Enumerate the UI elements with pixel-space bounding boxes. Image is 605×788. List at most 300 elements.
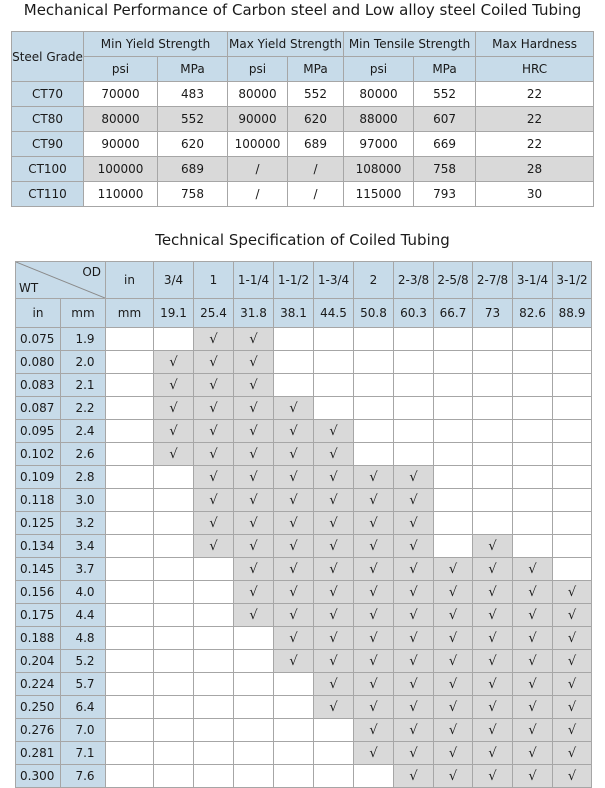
check-cell: √ bbox=[154, 351, 194, 374]
wt-mm-cell: 2.1 bbox=[61, 374, 106, 397]
empty-cell bbox=[354, 765, 394, 788]
check-cell: √ bbox=[274, 535, 314, 558]
od-inch-header: 3/4 bbox=[154, 262, 194, 299]
empty-cell bbox=[553, 420, 592, 443]
od-mm-header: 19.1 bbox=[154, 299, 194, 328]
empty-cell bbox=[106, 719, 154, 742]
check-cell: √ bbox=[473, 696, 513, 719]
check-cell: √ bbox=[553, 742, 592, 765]
check-cell: √ bbox=[234, 397, 274, 420]
empty-cell bbox=[234, 673, 274, 696]
table-row bbox=[16, 742, 592, 765]
check-cell: √ bbox=[194, 466, 234, 489]
od-inch-header: 1-3/4 bbox=[314, 262, 354, 299]
od-inch-header: 2-5/8 bbox=[434, 262, 473, 299]
check-cell: √ bbox=[473, 719, 513, 742]
empty-cell bbox=[274, 328, 314, 351]
empty-cell bbox=[194, 765, 234, 788]
check-cell: √ bbox=[394, 765, 434, 788]
table-row bbox=[16, 466, 592, 489]
od-inch-header: 1-1/4 bbox=[234, 262, 274, 299]
check-cell: √ bbox=[274, 489, 314, 512]
check-cell: √ bbox=[354, 489, 394, 512]
table-row bbox=[16, 443, 592, 466]
table-row bbox=[16, 512, 592, 535]
value-cell: 689 bbox=[158, 157, 228, 182]
empty-cell bbox=[194, 581, 234, 604]
check-cell: √ bbox=[274, 558, 314, 581]
empty-cell bbox=[106, 374, 154, 397]
wt-in-label: in bbox=[16, 299, 61, 328]
check-cell: √ bbox=[434, 673, 473, 696]
value-cell: 758 bbox=[158, 182, 228, 207]
value-cell: 793 bbox=[414, 182, 476, 207]
wt-inch-cell: 0.156 bbox=[16, 581, 61, 604]
table-row bbox=[16, 719, 592, 742]
wt-inch-cell: 0.224 bbox=[16, 673, 61, 696]
check-cell: √ bbox=[354, 512, 394, 535]
empty-cell bbox=[234, 742, 274, 765]
check-cell: √ bbox=[274, 604, 314, 627]
empty-cell bbox=[553, 558, 592, 581]
empty-cell bbox=[394, 374, 434, 397]
check-cell: √ bbox=[553, 650, 592, 673]
table-row bbox=[16, 581, 592, 604]
min-yield-header: Min Yield Strength bbox=[84, 32, 228, 57]
empty-cell bbox=[106, 558, 154, 581]
empty-cell bbox=[434, 466, 473, 489]
table-row bbox=[16, 673, 592, 696]
empty-cell bbox=[434, 420, 473, 443]
check-cell: √ bbox=[314, 466, 354, 489]
check-cell: √ bbox=[194, 443, 234, 466]
wt-inch-cell: 0.281 bbox=[16, 742, 61, 765]
check-cell: √ bbox=[394, 650, 434, 673]
wt-mm-cell: 3.4 bbox=[61, 535, 106, 558]
empty-cell bbox=[473, 397, 513, 420]
empty-cell bbox=[513, 466, 553, 489]
check-cell: √ bbox=[354, 650, 394, 673]
wt-mm-cell: 6.4 bbox=[61, 696, 106, 719]
check-cell: √ bbox=[194, 489, 234, 512]
check-cell: √ bbox=[394, 696, 434, 719]
empty-cell bbox=[106, 535, 154, 558]
steel-grade-cell: CT100 bbox=[12, 157, 84, 182]
empty-cell bbox=[274, 374, 314, 397]
check-cell: √ bbox=[513, 673, 553, 696]
check-cell: √ bbox=[434, 742, 473, 765]
min-tensile-header: Min Tensile Strength bbox=[344, 32, 476, 57]
empty-cell bbox=[106, 673, 154, 696]
wt-mm-cell: 1.9 bbox=[61, 328, 106, 351]
value-cell: 30 bbox=[476, 182, 594, 207]
empty-cell bbox=[194, 627, 234, 650]
check-cell: √ bbox=[274, 581, 314, 604]
od-mm-header: 82.6 bbox=[513, 299, 553, 328]
check-cell: √ bbox=[553, 719, 592, 742]
wt-mm-cell: 7.0 bbox=[61, 719, 106, 742]
wt-mm-cell: 2.2 bbox=[61, 397, 106, 420]
coiled-tubing-spec-table bbox=[15, 261, 592, 788]
empty-cell bbox=[553, 328, 592, 351]
wt-label: WT bbox=[19, 281, 39, 295]
table-row bbox=[16, 489, 592, 512]
value-cell: 70000 bbox=[84, 82, 158, 107]
empty-cell bbox=[434, 443, 473, 466]
check-cell: √ bbox=[394, 604, 434, 627]
od-inch-header: 2-7/8 bbox=[473, 262, 513, 299]
check-cell: √ bbox=[553, 673, 592, 696]
empty-cell bbox=[274, 765, 314, 788]
empty-cell bbox=[154, 650, 194, 673]
check-cell: √ bbox=[513, 604, 553, 627]
check-cell: √ bbox=[274, 397, 314, 420]
empty-cell bbox=[513, 512, 553, 535]
check-cell: √ bbox=[434, 627, 473, 650]
check-cell: √ bbox=[154, 397, 194, 420]
wt-mm-cell: 2.6 bbox=[61, 443, 106, 466]
check-cell: √ bbox=[314, 604, 354, 627]
check-cell: √ bbox=[434, 650, 473, 673]
check-cell: √ bbox=[473, 742, 513, 765]
empty-cell bbox=[106, 742, 154, 765]
empty-cell bbox=[434, 328, 473, 351]
empty-cell bbox=[473, 466, 513, 489]
empty-cell bbox=[106, 581, 154, 604]
empty-cell bbox=[314, 719, 354, 742]
check-cell: √ bbox=[274, 512, 314, 535]
wt-inch-cell: 0.095 bbox=[16, 420, 61, 443]
od-inch-header: 2-3/8 bbox=[394, 262, 434, 299]
check-cell: √ bbox=[314, 535, 354, 558]
value-cell: 552 bbox=[158, 107, 228, 132]
check-cell: √ bbox=[354, 466, 394, 489]
od-inch-header: 3-1/4 bbox=[513, 262, 553, 299]
od-in-label: in bbox=[106, 262, 154, 299]
empty-cell bbox=[354, 374, 394, 397]
check-cell: √ bbox=[434, 581, 473, 604]
check-cell: √ bbox=[394, 742, 434, 765]
check-cell: √ bbox=[513, 558, 553, 581]
empty-cell bbox=[394, 443, 434, 466]
value-cell: 28 bbox=[476, 157, 594, 182]
empty-cell bbox=[354, 397, 394, 420]
empty-cell bbox=[154, 581, 194, 604]
check-cell: √ bbox=[314, 581, 354, 604]
table-row bbox=[16, 420, 592, 443]
wt-inch-cell: 0.102 bbox=[16, 443, 61, 466]
wt-mm-cell: 4.4 bbox=[61, 604, 106, 627]
empty-cell bbox=[434, 351, 473, 374]
value-cell: / bbox=[228, 157, 288, 182]
check-cell: √ bbox=[553, 696, 592, 719]
empty-cell bbox=[553, 397, 592, 420]
steel-grade-cell: CT110 bbox=[12, 182, 84, 207]
value-cell: 22 bbox=[476, 82, 594, 107]
check-cell: √ bbox=[274, 443, 314, 466]
unit-psi: psi bbox=[84, 57, 158, 82]
check-cell: √ bbox=[553, 765, 592, 788]
check-cell: √ bbox=[234, 535, 274, 558]
empty-cell bbox=[154, 604, 194, 627]
empty-cell bbox=[274, 696, 314, 719]
od-mm-header: 88.9 bbox=[553, 299, 592, 328]
check-cell: √ bbox=[354, 673, 394, 696]
table-row bbox=[16, 351, 592, 374]
check-cell: √ bbox=[234, 512, 274, 535]
empty-cell bbox=[553, 489, 592, 512]
empty-cell bbox=[194, 719, 234, 742]
check-cell: √ bbox=[513, 696, 553, 719]
od-mm-header: 38.1 bbox=[274, 299, 314, 328]
value-cell: 669 bbox=[414, 132, 476, 157]
empty-cell bbox=[394, 328, 434, 351]
empty-cell bbox=[106, 420, 154, 443]
empty-cell bbox=[394, 420, 434, 443]
unit-hrc: HRC bbox=[476, 57, 594, 82]
od-mm-header: 50.8 bbox=[354, 299, 394, 328]
value-cell: 607 bbox=[414, 107, 476, 132]
wt-inch-cell: 0.188 bbox=[16, 627, 61, 650]
value-cell: / bbox=[288, 182, 344, 207]
check-cell: √ bbox=[234, 558, 274, 581]
check-cell: √ bbox=[234, 374, 274, 397]
value-cell: 108000 bbox=[344, 157, 414, 182]
value-cell: 758 bbox=[414, 157, 476, 182]
value-cell: 22 bbox=[476, 132, 594, 157]
empty-cell bbox=[473, 443, 513, 466]
od-inch-header: 1 bbox=[194, 262, 234, 299]
value-cell: 689 bbox=[288, 132, 344, 157]
value-cell: 110000 bbox=[84, 182, 158, 207]
table-row bbox=[16, 650, 592, 673]
wt-mm-cell: 3.7 bbox=[61, 558, 106, 581]
check-cell: √ bbox=[154, 420, 194, 443]
check-cell: √ bbox=[354, 627, 394, 650]
wt-inch-cell: 0.125 bbox=[16, 512, 61, 535]
empty-cell bbox=[394, 351, 434, 374]
empty-cell bbox=[473, 328, 513, 351]
check-cell: √ bbox=[473, 673, 513, 696]
empty-cell bbox=[513, 328, 553, 351]
wt-inch-cell: 0.134 bbox=[16, 535, 61, 558]
empty-cell bbox=[106, 443, 154, 466]
wt-inch-cell: 0.175 bbox=[16, 604, 61, 627]
wt-mm-cell: 4.8 bbox=[61, 627, 106, 650]
check-cell: √ bbox=[314, 489, 354, 512]
check-cell: √ bbox=[314, 558, 354, 581]
empty-cell bbox=[106, 604, 154, 627]
empty-cell bbox=[106, 765, 154, 788]
check-cell: √ bbox=[354, 719, 394, 742]
value-cell: 22 bbox=[476, 107, 594, 132]
od-mm-header: 44.5 bbox=[314, 299, 354, 328]
empty-cell bbox=[473, 489, 513, 512]
empty-cell bbox=[106, 328, 154, 351]
mechanical-performance-table bbox=[11, 31, 594, 207]
value-cell: / bbox=[288, 157, 344, 182]
wt-mm-cell: 2.4 bbox=[61, 420, 106, 443]
empty-cell bbox=[106, 397, 154, 420]
check-cell: √ bbox=[194, 351, 234, 374]
empty-cell bbox=[194, 742, 234, 765]
check-cell: √ bbox=[473, 627, 513, 650]
empty-cell bbox=[154, 489, 194, 512]
table-row bbox=[16, 604, 592, 627]
check-cell: √ bbox=[354, 604, 394, 627]
steel-grade-cell: CT70 bbox=[12, 82, 84, 107]
empty-cell bbox=[434, 535, 473, 558]
check-cell: √ bbox=[274, 627, 314, 650]
check-cell: √ bbox=[274, 466, 314, 489]
wt-inch-cell: 0.075 bbox=[16, 328, 61, 351]
table-row bbox=[12, 132, 594, 157]
check-cell: √ bbox=[354, 535, 394, 558]
empty-cell bbox=[553, 351, 592, 374]
table-row bbox=[16, 627, 592, 650]
empty-cell bbox=[154, 742, 194, 765]
od-mm-header: 73 bbox=[473, 299, 513, 328]
empty-cell bbox=[434, 374, 473, 397]
check-cell: √ bbox=[473, 765, 513, 788]
unit-mpa: MPa bbox=[288, 57, 344, 82]
od-mm-header: 66.7 bbox=[434, 299, 473, 328]
empty-cell bbox=[106, 466, 154, 489]
empty-cell bbox=[314, 351, 354, 374]
empty-cell bbox=[154, 328, 194, 351]
od-inch-header: 3-1/2 bbox=[553, 262, 592, 299]
wt-inch-cell: 0.204 bbox=[16, 650, 61, 673]
table-row bbox=[16, 696, 592, 719]
check-cell: √ bbox=[394, 627, 434, 650]
empty-cell bbox=[106, 489, 154, 512]
check-cell: √ bbox=[513, 581, 553, 604]
empty-cell bbox=[314, 397, 354, 420]
value-cell: 80000 bbox=[84, 107, 158, 132]
empty-cell bbox=[434, 512, 473, 535]
table2-title: Technical Specification of Coiled Tubing bbox=[155, 231, 450, 249]
empty-cell bbox=[553, 535, 592, 558]
value-cell: 88000 bbox=[344, 107, 414, 132]
od-inch-header: 2 bbox=[354, 262, 394, 299]
value-cell: 100000 bbox=[228, 132, 288, 157]
check-cell: √ bbox=[434, 696, 473, 719]
table-row bbox=[16, 535, 592, 558]
check-cell: √ bbox=[394, 558, 434, 581]
unit-psi: psi bbox=[228, 57, 288, 82]
check-cell: √ bbox=[194, 397, 234, 420]
od-mm-label: mm bbox=[106, 299, 154, 328]
wt-mm-cell: 3.2 bbox=[61, 512, 106, 535]
empty-cell bbox=[274, 742, 314, 765]
check-cell: √ bbox=[314, 512, 354, 535]
value-cell: 100000 bbox=[84, 157, 158, 182]
check-cell: √ bbox=[473, 558, 513, 581]
value-cell: 97000 bbox=[344, 132, 414, 157]
value-cell: 80000 bbox=[228, 82, 288, 107]
od-mm-header: 31.8 bbox=[234, 299, 274, 328]
empty-cell bbox=[194, 650, 234, 673]
empty-cell bbox=[434, 397, 473, 420]
check-cell: √ bbox=[314, 673, 354, 696]
empty-cell bbox=[194, 673, 234, 696]
max-hardness-header: Max Hardness bbox=[476, 32, 594, 57]
wt-mm-cell: 5.2 bbox=[61, 650, 106, 673]
check-cell: √ bbox=[513, 650, 553, 673]
check-cell: √ bbox=[473, 581, 513, 604]
check-cell: √ bbox=[234, 443, 274, 466]
table-row bbox=[12, 82, 594, 107]
value-cell: 483 bbox=[158, 82, 228, 107]
wt-mm-cell: 2.8 bbox=[61, 466, 106, 489]
empty-cell bbox=[154, 696, 194, 719]
check-cell: √ bbox=[473, 604, 513, 627]
od-mm-header: 60.3 bbox=[394, 299, 434, 328]
value-cell: 620 bbox=[288, 107, 344, 132]
empty-cell bbox=[314, 374, 354, 397]
wt-od-corner-header bbox=[16, 262, 106, 299]
empty-cell bbox=[553, 512, 592, 535]
empty-cell bbox=[553, 466, 592, 489]
check-cell: √ bbox=[194, 420, 234, 443]
wt-mm-cell: 7.6 bbox=[61, 765, 106, 788]
check-cell: √ bbox=[234, 489, 274, 512]
od-label: OD bbox=[82, 265, 101, 279]
check-cell: √ bbox=[314, 696, 354, 719]
empty-cell bbox=[314, 765, 354, 788]
empty-cell bbox=[274, 351, 314, 374]
empty-cell bbox=[274, 673, 314, 696]
check-cell: √ bbox=[234, 466, 274, 489]
empty-cell bbox=[194, 696, 234, 719]
steel-grade-cell: CT90 bbox=[12, 132, 84, 157]
wt-inch-cell: 0.109 bbox=[16, 466, 61, 489]
wt-inch-cell: 0.276 bbox=[16, 719, 61, 742]
value-cell: 80000 bbox=[344, 82, 414, 107]
check-cell: √ bbox=[194, 512, 234, 535]
check-cell: √ bbox=[234, 420, 274, 443]
empty-cell bbox=[513, 420, 553, 443]
check-cell: √ bbox=[513, 719, 553, 742]
wt-mm-cell: 4.0 bbox=[61, 581, 106, 604]
check-cell: √ bbox=[434, 604, 473, 627]
table1-title: Mechanical Performance of Carbon steel and Low alloy steel Coiled Tubing bbox=[23, 1, 582, 19]
empty-cell bbox=[553, 443, 592, 466]
empty-cell bbox=[354, 328, 394, 351]
check-cell: √ bbox=[194, 535, 234, 558]
unit-mpa: MPa bbox=[158, 57, 228, 82]
check-cell: √ bbox=[394, 581, 434, 604]
empty-cell bbox=[513, 351, 553, 374]
check-cell: √ bbox=[314, 650, 354, 673]
check-cell: √ bbox=[234, 604, 274, 627]
empty-cell bbox=[106, 512, 154, 535]
empty-cell bbox=[274, 719, 314, 742]
empty-cell bbox=[473, 374, 513, 397]
check-cell: √ bbox=[394, 466, 434, 489]
table-row bbox=[16, 328, 592, 351]
empty-cell bbox=[194, 558, 234, 581]
empty-cell bbox=[106, 627, 154, 650]
wt-mm-cell: 7.1 bbox=[61, 742, 106, 765]
empty-cell bbox=[553, 374, 592, 397]
steel-grade-cell: CT80 bbox=[12, 107, 84, 132]
empty-cell bbox=[513, 397, 553, 420]
value-cell: 552 bbox=[414, 82, 476, 107]
empty-cell bbox=[234, 650, 274, 673]
od-inch-header: 1-1/2 bbox=[274, 262, 314, 299]
empty-cell bbox=[434, 489, 473, 512]
